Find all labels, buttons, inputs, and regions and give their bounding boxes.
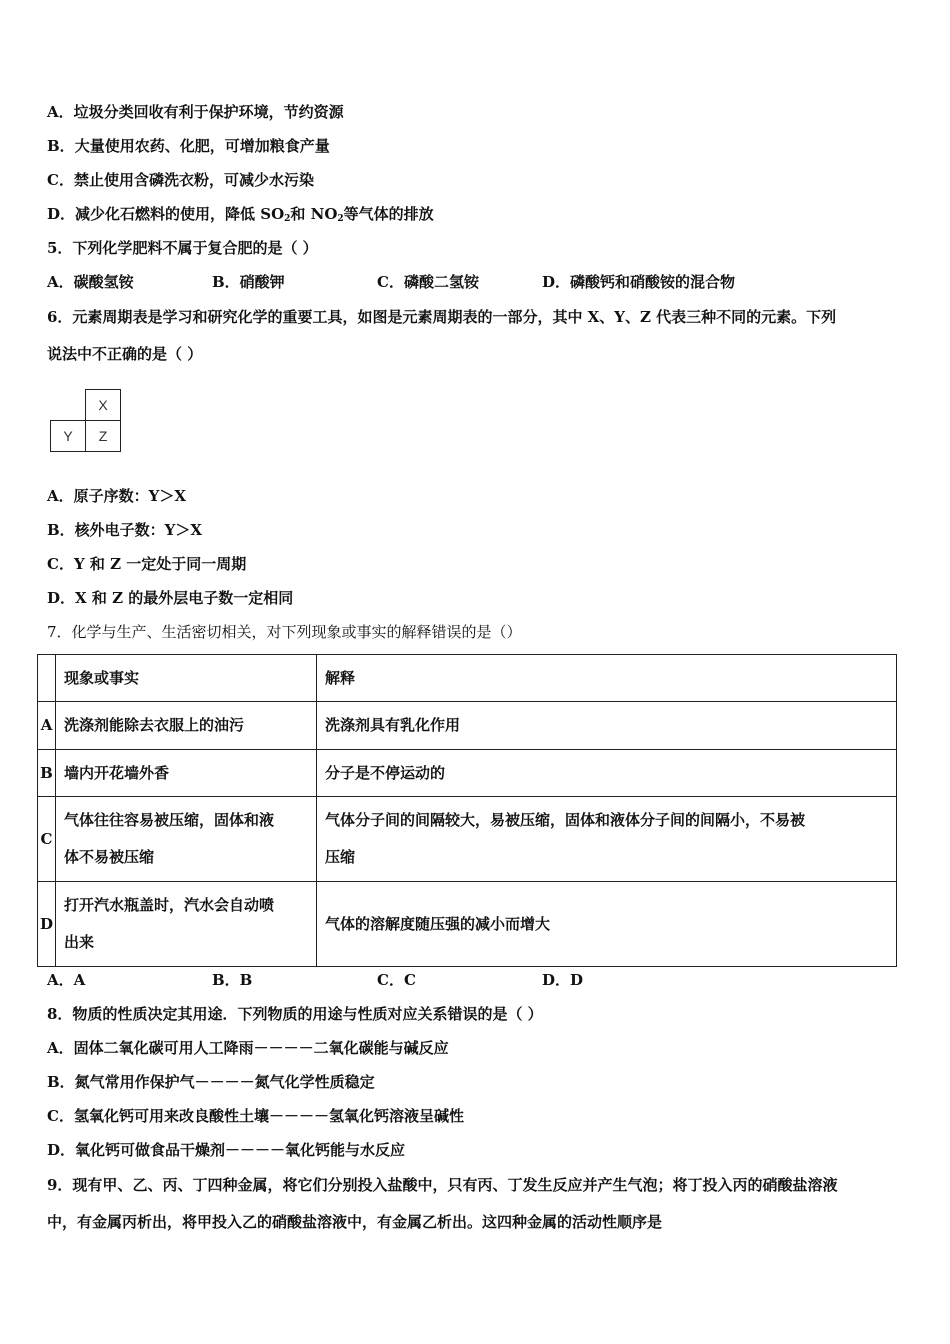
q8-option-b: B．氮气常用作保护气－－－－氮气化学性质稳定 <box>47 1073 375 1091</box>
q9-stem-line2: 中，有金属丙析出，将甲投入乙的硝酸盐溶液中，有金属乙析出。这四种金属的活动性顺序是 <box>47 1213 663 1231</box>
q5-option-b: B．硝酸钾 <box>212 273 285 291</box>
q4-option-c: C．禁止使用含磷洗衣粉，可减少水污染 <box>47 171 314 189</box>
row-key: D <box>38 882 56 967</box>
table-row <box>38 797 897 882</box>
q4-option-a: A．垃圾分类回收有利于保护环境，节约资源 <box>47 103 344 121</box>
row-fact: 洗涤剂能除去衣服上的油污 <box>56 702 317 750</box>
periodic-cell-x: X <box>85 389 121 421</box>
q6-option-a: A．原子序数：Y＞X <box>47 487 186 505</box>
table-header-fact: 现象或事实 <box>56 655 317 702</box>
q9-stem-line1: 9．现有甲、乙、丙、丁四种金属，将它们分别投入盐酸中，只有丙、丁发生反应并产生气泡；将丁投入丙的硝酸盐溶液 <box>47 1176 838 1194</box>
row-key: A <box>38 702 56 750</box>
table-header-explain: 解释 <box>317 655 897 702</box>
q8-option-c: C．氢氧化钙可用来改良酸性土壤－－－－氢氧化钙溶液呈碱性 <box>47 1107 464 1125</box>
q8-option-d: D．氧化钙可做食品干燥剂－－－－氧化钙能与水反应 <box>47 1141 406 1159</box>
row-fact: 打开汽水瓶盖时，汽水会自动喷 出来 <box>56 882 317 967</box>
q5-options <box>47 272 907 292</box>
q7-option-b: B．B <box>212 971 253 989</box>
q4-option-b: B．大量使用农药、化肥，可增加粮食产量 <box>47 137 330 155</box>
table-row <box>38 702 897 750</box>
table-row <box>38 882 897 967</box>
q8-stem: 8．物质的性质决定其用途．下列物质的用途与性质对应关系错误的是（ ） <box>47 1005 543 1023</box>
q5-option-a: A．碳酸氢铵 <box>47 273 134 291</box>
row-explain: 分子是不停运动的 <box>317 750 897 797</box>
row-fact: 气体往往容易被压缩，固体和液 体不易被压缩 <box>56 797 317 882</box>
q6-option-d: D．X 和 Z 的最外层电子数一定相同 <box>47 589 294 607</box>
q7-table <box>37 654 897 967</box>
q6-stem-line2: 说法中不正确的是（ ） <box>47 345 203 363</box>
q5-option-c: C．磷酸二氢铵 <box>377 273 479 291</box>
q7-option-c: C．C <box>377 971 416 989</box>
q7-option-d: D．D <box>542 971 584 989</box>
q6-option-b: B．核外电子数：Y＞X <box>47 521 203 539</box>
row-explain: 气体的溶解度随压强的减小而增大 <box>317 882 897 967</box>
q5-option-d: D．磷酸钙和硝酸铵的混合物 <box>542 273 736 291</box>
table-row <box>38 750 897 797</box>
row-fact: 墙内开花墙外香 <box>56 750 317 797</box>
periodic-cell-y: Y <box>50 420 86 452</box>
q6-option-c: C．Y 和 Z 一定处于同一周期 <box>47 555 247 573</box>
q6-stem-line1: 6．元素周期表是学习和研究化学的重要工具，如图是元素周期表的一部分，其中 X、Y、Z 代表三种不同的元素。下列 <box>47 308 837 326</box>
q4-option-d: D．减少化石燃料的使用，降低 $SO_2$和 $NO_2$等气体的排放 <box>47 205 434 224</box>
q7-option-a: A．A <box>47 971 86 989</box>
table-cell <box>38 655 56 702</box>
q7-stem: 7．化学与生产、生活密切相关，对下列现象或事实的解释错误的是（） <box>47 623 522 641</box>
periodic-cell-z: Z <box>85 420 121 452</box>
row-key: C <box>38 797 56 882</box>
row-key: B <box>38 750 56 797</box>
q5-stem: 5．下列化学肥料不属于复合肥的是（ ） <box>47 239 318 257</box>
row-explain: 洗涤剂具有乳化作用 <box>317 702 897 750</box>
table-header-row <box>38 655 897 702</box>
row-explain: 气体分子间的间隔较大，易被压缩，固体和液体分子间的间隔小，不易被 压缩 <box>317 797 897 882</box>
q7-options <box>47 970 907 990</box>
q8-option-a: A．固体二氧化碳可用人工降雨－－－－二氧化碳能与碱反应 <box>47 1039 449 1057</box>
